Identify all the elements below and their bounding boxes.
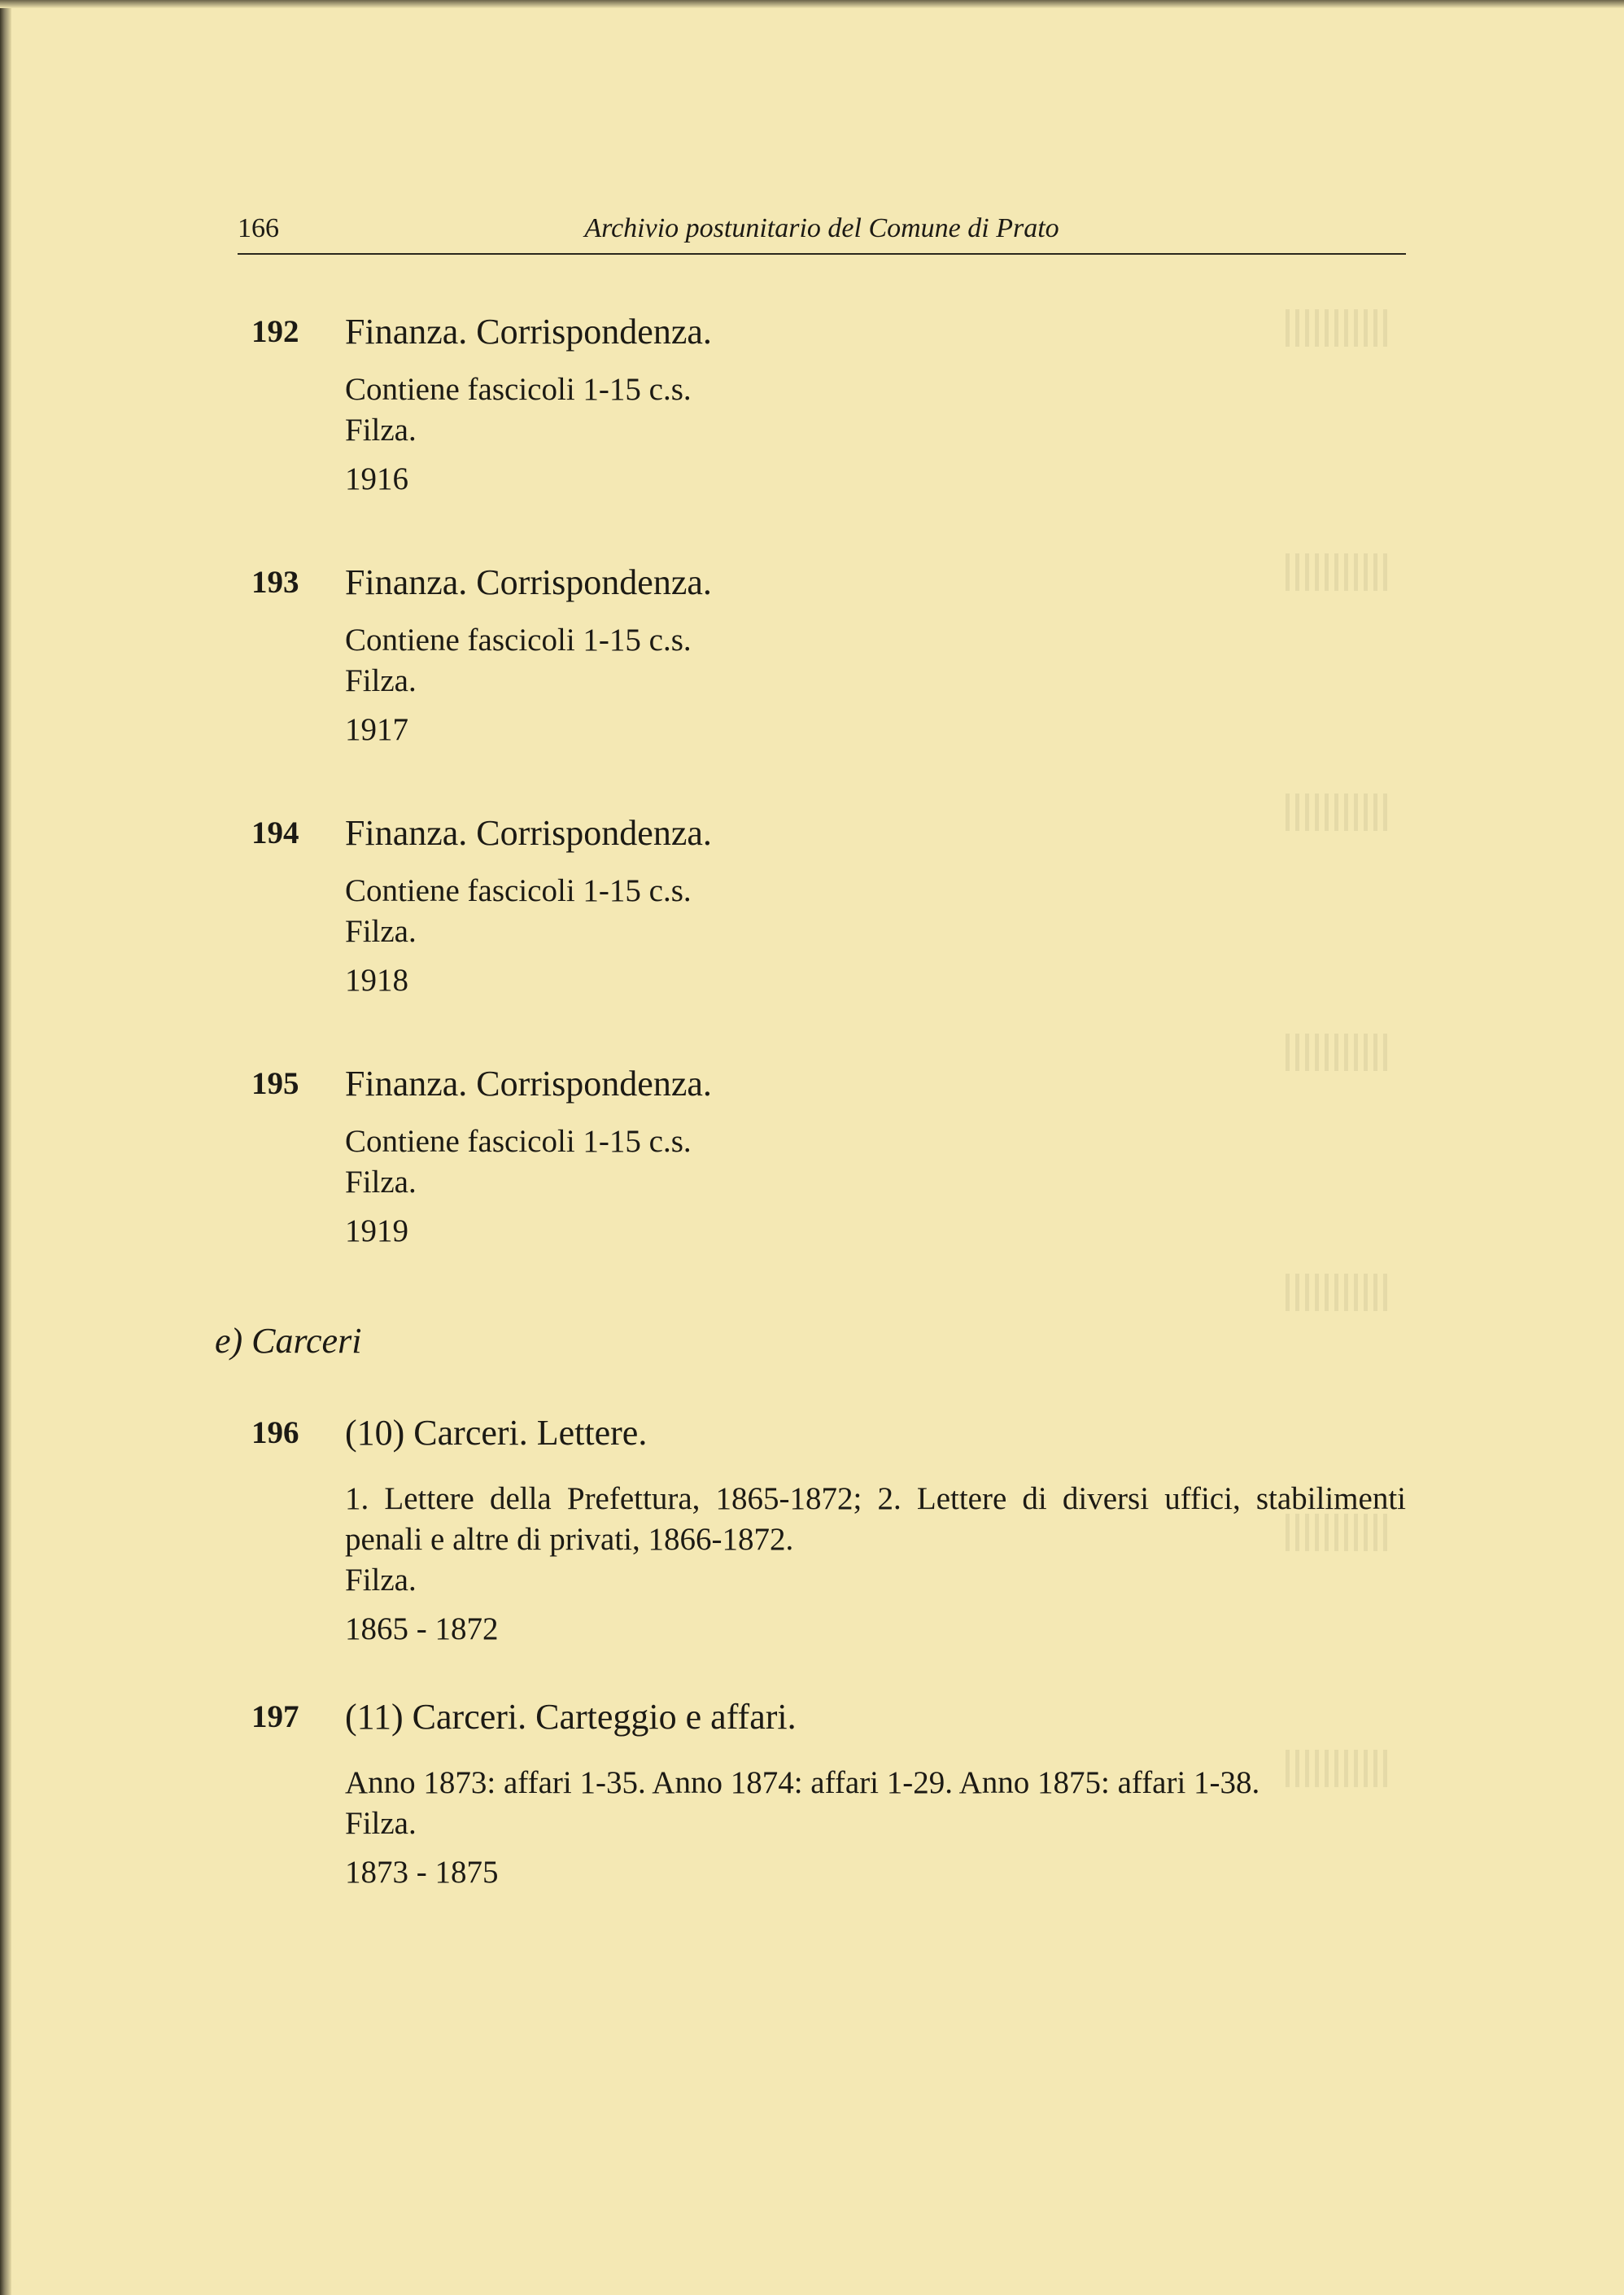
entry-title: Finanza. Corrispondenza. <box>345 312 712 352</box>
entry-number: 197 <box>251 1699 299 1734</box>
bleed-through-mark <box>1286 1034 1391 1071</box>
entry-contents: Contiene fascicoli 1-15 c.s. <box>345 1124 692 1159</box>
entry-body <box>345 1121 1406 1252</box>
entry-number: 192 <box>251 314 299 349</box>
bleed-through-mark <box>1286 1274 1391 1311</box>
page-number: 166 <box>238 213 279 243</box>
entry-body <box>345 871 1406 1001</box>
entry-date: 1865 - 1872 <box>345 1611 499 1646</box>
entry-support: Filza. <box>345 914 417 949</box>
entry-date: 1919 <box>345 1213 408 1248</box>
entry-body <box>345 620 1406 750</box>
entry-title: Finanza. Corrispondenza. <box>345 562 712 602</box>
header-rule <box>238 253 1406 255</box>
bleed-through-mark <box>1286 553 1391 591</box>
entry-contents: Contiene fascicoli 1-15 c.s. <box>345 372 692 407</box>
section-heading: e) Carceri <box>215 1321 362 1361</box>
entry-contents: Contiene fascicoli 1-15 c.s. <box>345 873 692 908</box>
running-title: Archivio postunitario del Comune di Prato <box>584 213 1059 243</box>
entry-description: 1. Lettere della Prefettura, 1865-1872; 2. Lettere di diversi uffici, stabilimenti penali e altre di privati, 1866-1872. <box>345 1481 1406 1557</box>
entry-date: 1917 <box>345 712 408 747</box>
entry-number: 196 <box>251 1415 299 1450</box>
entry-body <box>345 369 1406 500</box>
entry-description: Anno 1873: affari 1-35. Anno 1874: affari 1-29. Anno 1875: affari 1-38. <box>345 1765 1260 1800</box>
entry-date: 1918 <box>345 963 408 998</box>
entry-number: 193 <box>251 565 299 600</box>
entry-support: Filza. <box>345 1806 417 1841</box>
entry-title: (10) Carceri. Lettere. <box>345 1413 648 1453</box>
entry-title: Finanza. Corrispondenza. <box>345 1064 712 1104</box>
page-header <box>238 213 1406 254</box>
entry-support: Filza. <box>345 663 417 698</box>
entry-support: Filza. <box>345 1563 417 1598</box>
entry-date: 1916 <box>345 461 408 496</box>
entry-contents: Contiene fascicoli 1-15 c.s. <box>345 623 692 658</box>
entry-number: 194 <box>251 815 299 850</box>
page-edge-top-shadow <box>0 0 1624 8</box>
bleed-through-mark <box>1286 793 1391 831</box>
entry-title: (11) Carceri. Carteggio e affari. <box>345 1697 797 1737</box>
entry-support: Filza. <box>345 413 417 448</box>
bleed-through-mark <box>1286 309 1391 347</box>
entry-body <box>345 1479 1406 1650</box>
entry-title: Finanza. Corrispondenza. <box>345 813 712 853</box>
entry-date: 1873 - 1875 <box>345 1855 499 1890</box>
entry-number: 195 <box>251 1066 299 1101</box>
entry-body <box>345 1763 1406 1893</box>
page-edge-shadow <box>0 0 11 2295</box>
entry-support: Filza. <box>345 1165 417 1200</box>
